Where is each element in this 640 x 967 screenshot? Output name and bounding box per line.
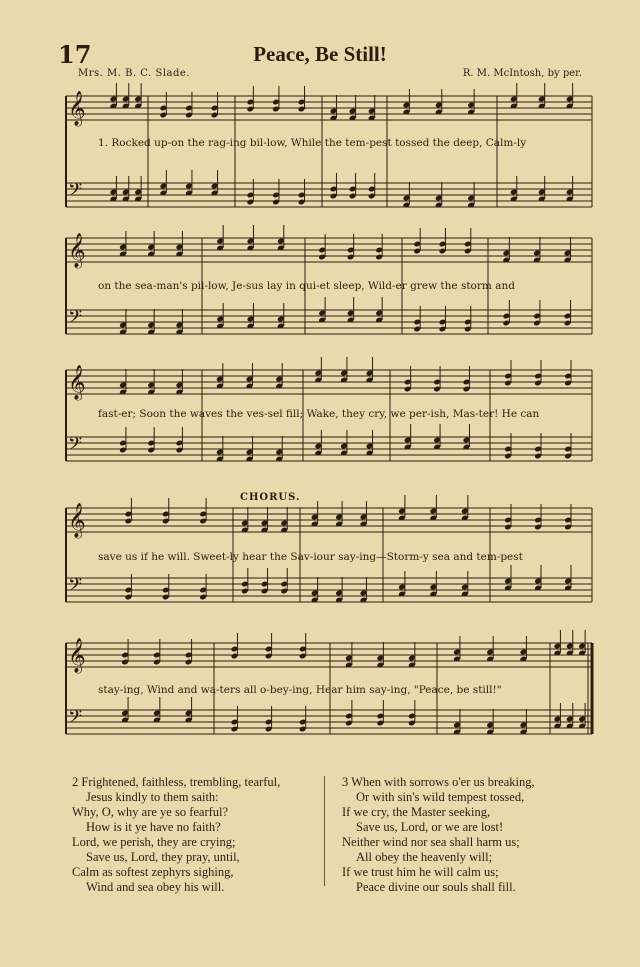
page-number: 17 xyxy=(58,40,92,69)
verse-line: If we trust him he will calm us; xyxy=(342,865,499,879)
verse-line: 2 Frightened, faithless, trembling, tearful, xyxy=(72,775,281,789)
verse-line: How is it ye have no faith? xyxy=(86,820,221,834)
bass-clef: 𝄢 xyxy=(68,707,83,732)
lyric-line-5: stay-ing, Wind and wa-ters all o-bey-ing, Hear him say-ing, "Peace, be still!" xyxy=(98,684,502,696)
treble-clef: 𝄞 xyxy=(68,91,86,126)
treble-clef: 𝄞 xyxy=(68,503,86,538)
verse-line: 3 When with sorrows o'er us breaking, xyxy=(342,775,535,789)
hymn-title: Peace, Be Still! xyxy=(253,42,387,66)
lyric-line-3: fast-er; Soon the waves the ves-sel fill; Wake, they cry, we per-ish, Mas-ter! He can xyxy=(98,408,540,420)
treble-clef: 𝄞 xyxy=(68,233,86,268)
verse-line: All obey the heavenly will; xyxy=(356,850,493,864)
bass-clef: 𝄢 xyxy=(68,307,83,332)
verse-line: Jesus kindly to them saith: xyxy=(86,790,219,804)
bass-clef: 𝄢 xyxy=(68,575,83,600)
treble-clef: 𝄞 xyxy=(68,638,86,673)
verse-line: Save us, Lord, they pray, until, xyxy=(86,850,240,864)
lyric-line-2: on the sea-man's pil-low, Je-sus lay in qui-et sleep, Wild-er grew the storm and xyxy=(98,280,515,292)
words-credit: Mrs. M. B. C. Slade. xyxy=(78,68,190,79)
verse-line: If we cry, the Master seeking, xyxy=(342,805,491,819)
treble-clef: 𝄞 xyxy=(68,365,86,400)
verse-line: Peace divine our souls shall fill. xyxy=(356,880,516,894)
verse-line: Save us, Lord, or we are lost! xyxy=(356,820,504,834)
verse-line: Neither wind nor sea shall harm us; xyxy=(342,835,520,849)
bass-clef: 𝄢 xyxy=(68,434,83,459)
verse-2 xyxy=(72,775,280,895)
lyric-line-4: save us if he will. Sweet-ly hear the Sav-iour say-ing—Storm-y sea and tem-pest xyxy=(98,551,523,563)
verse-3 xyxy=(342,775,535,895)
lyric-line-1: 1. Rocked up-on the rag-ing bil-low, While the tem-pest tossed the deep, Calm-ly xyxy=(98,137,527,149)
verse-line: Why, O, why are ye so fearful? xyxy=(72,805,229,819)
verse-line: Calm as softest zephyrs sighing, xyxy=(72,865,234,879)
verse-line: Or with sin's wild tempest tossed, xyxy=(356,790,525,804)
bass-clef: 𝄢 xyxy=(68,180,83,205)
verse-line: Wind and sea obey his will. xyxy=(86,880,225,894)
verse-line: Lord, we perish, they are crying; xyxy=(72,835,236,849)
verse-divider xyxy=(324,776,325,886)
music-credit: R. M. McIntosh, by per. xyxy=(462,68,582,79)
chorus-label: CHORUS. xyxy=(240,492,301,503)
